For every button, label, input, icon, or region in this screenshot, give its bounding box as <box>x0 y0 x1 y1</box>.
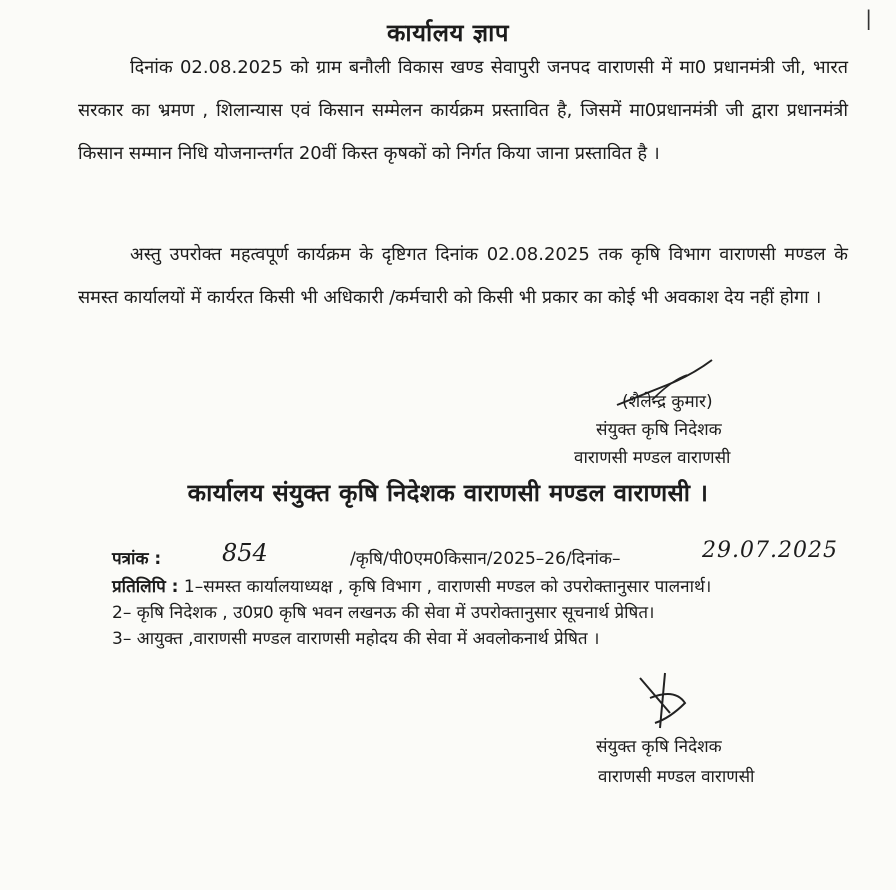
copy-label: प्रतिलिपि : <box>112 577 179 597</box>
reference-label: पत्रांक : <box>112 549 162 569</box>
signature-block-2 <box>596 732 876 792</box>
office-heading: कार्यालय संयुक्त कृषि निदेशक वाराणसी मण्डल वाराणसी । <box>187 479 709 507</box>
signatory-place-2: वाराणसी मण्डल वाराणसी <box>598 767 755 787</box>
paragraph-1 <box>78 46 848 175</box>
copy-item-1-text: 1–समस्त कार्यालयाध्यक्ष , कृषि विभाग , वाराणसी मण्डल को उपरोक्तानुसार पालनार्थ। <box>183 577 712 597</box>
signature-block-1 <box>560 388 840 472</box>
reference-line <box>112 540 842 570</box>
signatory-designation-2: संयुक्त कृषि निदेशक <box>596 737 722 757</box>
copy-item-3: 3– आयुक्त ,वाराणसी मण्डल वाराणसी महोदय की सेवा में अवलोकनार्थ प्रेषित । <box>112 629 600 649</box>
reference-number: 854 <box>222 539 268 567</box>
signatory-place: वाराणसी मण्डल वाराणसी <box>574 448 731 468</box>
paragraph-2-text: अस्तु उपरोक्त महत्वपूर्ण कार्यक्रम के दृष्टिगत दिनांक 02.08.2025 तक कृषि विभाग वाराणसी मण्डल के समस्त कार्यालयों में कार्यरत किसी भी अधिकारी /कर्मचारी को किसी भी प्रकार का कोई भी अवकाश देय नहीं होगा । <box>78 244 848 308</box>
signatory-name: (शैलेन्द्र कुमार) <box>622 392 713 412</box>
paragraph-2 <box>78 233 848 319</box>
corner-mark: | <box>865 6 872 30</box>
copy-list <box>112 574 842 652</box>
reference-path: /कृषि/पी0एम0किसान/2025–26/दिनांक– <box>350 549 621 569</box>
copy-item-1 <box>112 574 842 600</box>
copy-item-2: 2– कृषि निदेशक , उ0प्र0 कृषि भवन लखनऊ की सेवा में उपरोक्तानुसार सूचनार्थ प्रेषित। <box>112 603 655 623</box>
reference-date: 29.07.2025 <box>702 538 838 563</box>
signatory-designation: संयुक्त कृषि निदेशक <box>596 420 722 440</box>
paragraph-1-text: दिनांक 02.08.2025 को ग्राम बनौली विकास खण्ड सेवापुरी जनपद वाराणसी में मा0 प्रधानमंत्री जी, भारत सरकार का भ्रमण , शिलान्यास एवं किसान सम्मेलन कार्यक्रम प्रस्तावित है, जिसमें मा0प्रधानमंत्री जी द्वारा प्रधानमंत्री किसान सम्मान निधि योजनान्तर्गत 20वीं किस्त कृषकों को निर्गत किया जाना प्रस्तावित है । <box>78 57 848 164</box>
reference-section <box>112 540 842 652</box>
memo-title: कार्यालय ज्ञाप <box>386 19 510 47</box>
signature-scribble-2 <box>630 668 700 738</box>
